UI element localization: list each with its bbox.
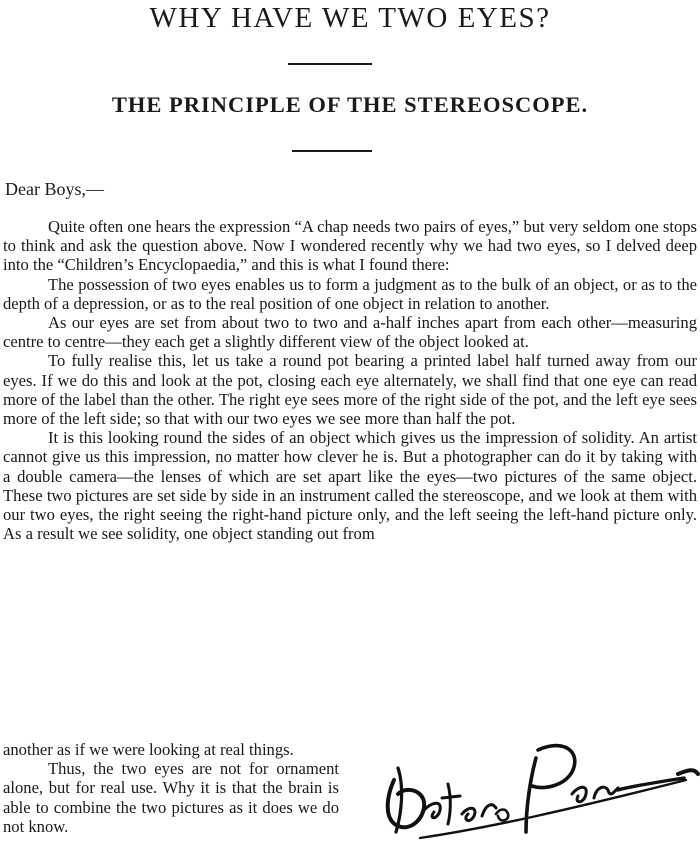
paragraph: As our eyes are set from about two to two and a-half inches apart from each other—measuring centre to centre—they each get a slightly different view of the object looked at. — [3, 313, 697, 352]
paragraph: Quite often one hears the expression “A chap needs two pairs of eyes,” but very seldom one stops to think and ask the question above. Now I wondered recently why we had two eyes, so I delved deep into the “Children’s Encyclopaedia,” and this is what I found there: — [3, 217, 697, 275]
salutation: Dear Boys,— — [5, 179, 104, 199]
letter-body — [3, 217, 697, 543]
title-divider — [288, 63, 372, 65]
article-subtitle: THE PRINCIPLE OF THE STEREOSCOPE. — [111, 92, 589, 117]
paragraph: To fully realise this, let us take a round pot bearing a printed label half turned away from our eyes. If we do this and look at the pot, closing each eye alternately, we shall find that one eye can read more of the label than the other. The right eye sees more of the right side of the pot, and the left eye sees more of the left side; so that with our two eyes we see more than half the pot. — [3, 351, 697, 429]
signature-image — [368, 728, 700, 847]
paragraph-continuation: another as if we were looking at real things. — [3, 740, 294, 759]
paragraph: The possession of two eyes enables us to form a judgment as to the bulk of an object, or as to the depth of a depression, or as to the real position of one object in relation to another. — [3, 274, 697, 313]
subtitle-divider — [292, 150, 372, 152]
article-title: WHY HAVE WE TWO EYES? — [149, 2, 551, 34]
paragraph: It is this looking round the sides of an object which gives us the impression of solidity. An artist cannot give us this impression, no matter how clever he is. But a photographer can do it by taking with a double camera—the lenses of which are set apart like the eyes—two pictures of the same object. These two pictures are set side by side in an instrument called the stereoscope, and we look at them with our two eyes, the right seeing the right-hand picture only, and the left seeing the left-hand picture only. As a result we see solidity, one object standing out from — [3, 428, 697, 544]
letter-closing — [3, 740, 339, 836]
final-paragraph: Thus, the two eyes are not for ornament alone, but for real use. Why it is that the brain is able to combine the two pictures as it does we do not know. — [3, 759, 339, 836]
